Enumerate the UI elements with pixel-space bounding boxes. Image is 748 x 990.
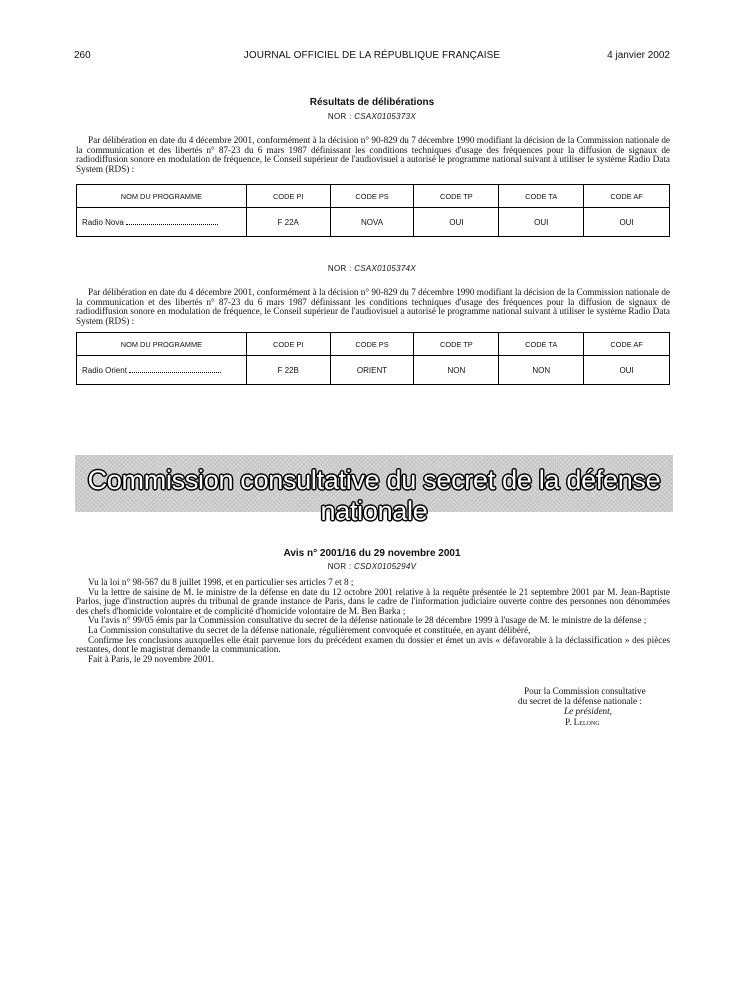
code-ps-cell: NOVA [330,208,414,237]
avis-paragraph: Confirme les conclusions auxquelles elle était parvenue lors du précédent examen du dossier et émet un avis « défavorable à la déclassification » des pièces restantes, dont le magistrat demande la communication. [76,634,670,655]
signatory-name [470,717,730,727]
header-code-pi: CODE PI [246,185,330,208]
code-af-cell: OUI [584,208,670,237]
code-tp-cell: NON [414,356,499,385]
table-header-row [77,185,670,208]
signature-line: Pour la Commission consultative [524,686,646,696]
avis-paragraph: Vu la lettre de saisine de M. le ministre de la défense en date du 12 octobre 2001 relative à la requête présentée le 21 septembre 2001 par M. Jean-Baptiste Parlos, juge d'instruction auprès du tribunal de grande instance de Paris, dans le cadre de l'information judiciaire ouverte contre des personnes non dénommées des chefs d'homicide volontaire et de complicité d'homicide volontaire de M. Ben Barka ; [76,586,670,616]
rds-table [76,184,670,237]
code-pi-cell: F 22B [246,356,330,385]
paragraph-text: Par délibération en date du 4 décembre 2001, conformément à la décision n° 90-829 du 7 décembre 1990 modifiant la décision de la Commission nationale de la communication et des libertés n° 87-23 du 6 mars 1987 définissant les conditions techniques d'usage des fréquences pour la diffusion de signaux de radiodiffusion sonore en modulation de fréquence, le Conseil supérieur de l'audiovisuel a autorisé le programme national suivant à utiliser le système Radio Data System (RDS) : [76,287,670,326]
code-ta-cell: NON [499,356,584,385]
avis-paragraph: Fait à Paris, le 29 novembre 2001. [88,653,215,664]
nor-label: NOR : [327,562,352,571]
header-code-tp: CODE TP [414,185,499,208]
header-program-name: NOM DU PROGRAMME [77,185,247,208]
deliberation-paragraph [76,288,670,326]
header-code-ps: CODE PS [330,185,414,208]
program-name-cell [77,356,247,385]
signatory-name-text: P. Lelong [565,716,600,727]
paragraph-text: Par délibération en date du 4 décembre 2001, conformément à la décision n° 90-829 du 7 décembre 1990 modifiant la décision de la Commission nationale de la communication et des libertés n° 87-23 du 6 mars 1987 définissant les conditions techniques d'usage des fréquences pour la diffusion de signaux de radiodiffusion sonore en modulation de fréquence, le Conseil supérieur de l'audiovisuel a autorisé le programme national suivant à utiliser le système Radio Data System (RDS) : [76,135,670,174]
nor-code: CSAX0105374X [354,264,417,273]
nor-label: NOR : [327,264,352,273]
header-code-ta: CODE TA [499,333,584,356]
table-row [77,356,670,385]
program-name: Radio Nova [82,217,124,227]
nor-reference [74,112,670,121]
nor-code: CSDX0105294V [353,562,417,571]
section-banner [75,455,673,526]
avis-title: Avis n° 2001/16 du 29 novembre 2001 [283,548,461,559]
journal-title: JOURNAL OFFICIEL DE LA RÉPUBLIQUE FRANÇAISE [243,50,501,61]
page-number: 260 [74,50,91,61]
issue-date: 4 janvier 2002 [607,50,670,61]
header-code-ps: CODE PS [330,333,414,356]
signature-title: Le président, [564,706,612,717]
avis-paragraph: La Commission consultative du secret de la défense nationale, régulièrement convoquée et constituée, en ayant délibéré, [88,624,531,635]
signature-block [470,686,730,727]
avis-paragraph: Vu l'avis n° 99/05 émis par la Commission consultative du secret de la défense nationale le 28 décembre 1999 à l'usage de M. le ministre de la défense ; [88,615,647,626]
header-code-af: CODE AF [584,333,670,356]
header-code-ta: CODE TA [499,185,584,208]
dot-leader [126,224,218,225]
signature-line: du secret de la défense nationale : [518,696,642,707]
table-row [77,208,670,237]
code-tp-cell: OUI [414,208,499,237]
dot-leader [129,372,221,373]
code-ps-cell: ORIENT [330,356,414,385]
program-name: Radio Orient [82,365,127,375]
nor-reference [74,562,670,571]
page-header [74,50,670,64]
code-pi-cell: F 22A [246,208,330,237]
program-name-cell [77,208,247,237]
table-header-row [77,333,670,356]
code-af-cell: OUI [584,356,670,385]
rds-table [76,332,670,385]
nor-code: CSAX0105373X [354,112,417,121]
avis-body [76,578,670,664]
header-code-pi: CODE PI [246,333,330,356]
header-code-af: CODE AF [584,185,670,208]
header-code-tp: CODE TP [414,333,499,356]
nor-reference [74,264,670,273]
deliberation-paragraph [76,136,670,174]
banner-title: Commission consultative du secret de la défense nationale [87,465,661,526]
avis-paragraph: Vu la loi n° 98-567 du 8 juillet 1998, et en particulier ses articles 7 et 8 ; [88,577,354,587]
nor-label: NOR : [327,112,352,121]
section-title: Résultats de délibérations [309,97,435,108]
header-program-name: NOM DU PROGRAMME [77,333,247,356]
code-ta-cell: OUI [499,208,584,237]
